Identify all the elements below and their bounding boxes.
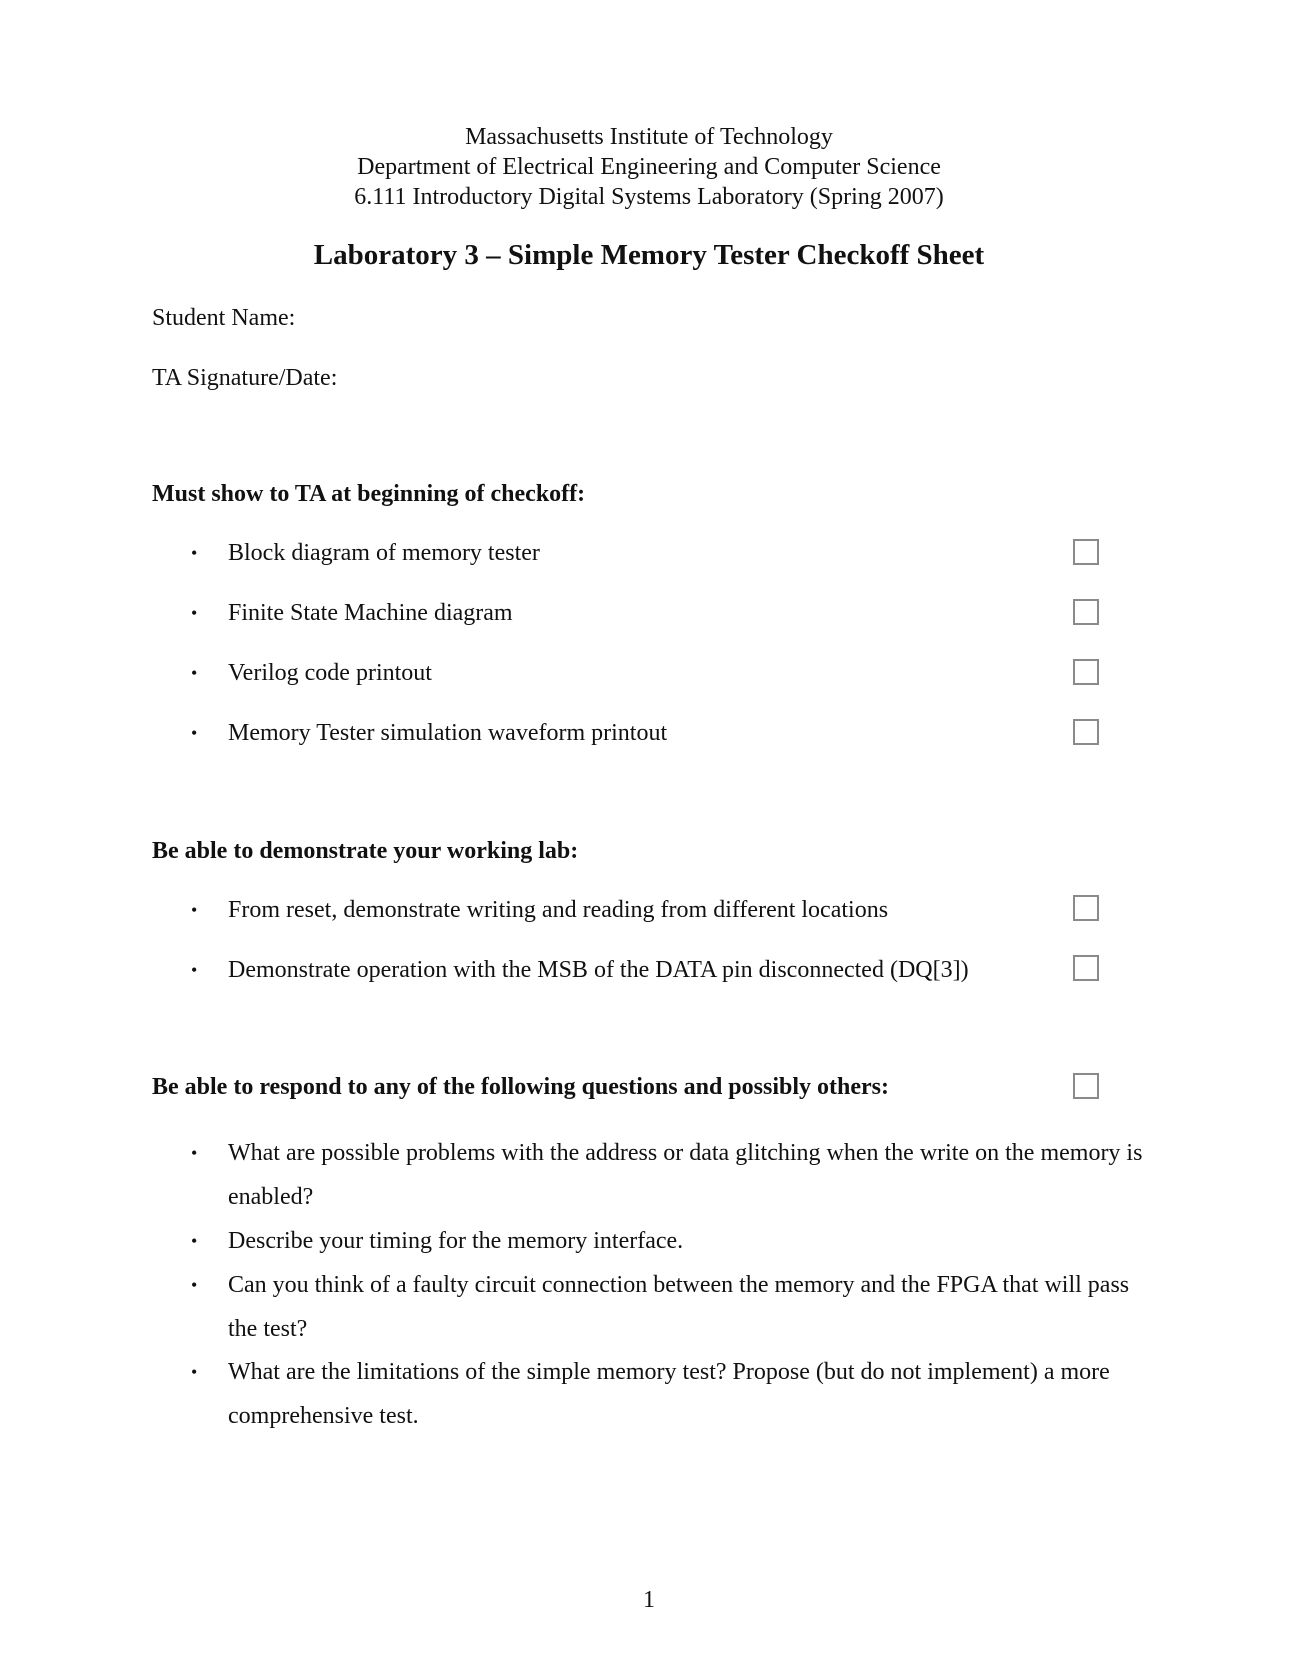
ta-signature-label: TA Signature/Date: (152, 365, 338, 391)
document-header (0, 122, 1298, 212)
page-title: Laboratory 3 – Simple Memory Tester Checkoff Sheet (313, 239, 985, 271)
question-item: Describe your timing for the memory interface. (228, 1228, 684, 1254)
questions-heading: Be able to respond to any of the following questions and possibly others: (152, 1074, 889, 1100)
question-item: What are the limitations of the simple memory test? Propose (but do not implement) a more comprehensive test. (228, 1359, 1110, 1429)
bullet-glyph: • (191, 543, 198, 563)
bullet-glyph: • (191, 1231, 198, 1251)
bullet-glyph: • (191, 900, 198, 920)
checklist-item-label: Verilog code printout (228, 660, 432, 686)
bullet-glyph: • (191, 663, 198, 683)
checklist-item-label: Memory Tester simulation waveform printout (228, 720, 668, 746)
checklist-item-label: Demonstrate operation with the MSB of the DATA pin disconnected (DQ[3]) (228, 957, 969, 983)
institution-name: Massachusetts Institute of Technology (465, 124, 833, 150)
checklist-item-label: From reset, demonstrate writing and reading from different locations (228, 897, 889, 923)
question-item: What are possible problems with the address or data glitching when the write on the memory is enabled? (228, 1140, 1143, 1210)
checklist-item-label: Block diagram of memory tester (228, 540, 540, 566)
question-item: Can you think of a faulty circuit connection between the memory and the FPGA that will pass the test? (228, 1272, 1130, 1342)
bullet-glyph: • (191, 1143, 198, 1163)
course-name: 6.111 Introductory Digital Systems Laboratory (Spring 2007) (354, 184, 944, 210)
bullet-glyph: • (191, 603, 198, 623)
page-number: 1 (643, 1587, 655, 1613)
bullet-glyph: • (191, 1362, 198, 1382)
checkbox-verilog-printout[interactable] (1073, 659, 1099, 685)
demonstrate-heading: Be able to demonstrate your working lab: (152, 838, 579, 864)
student-name-label: Student Name: (152, 305, 296, 331)
bullet-glyph: • (191, 1275, 198, 1295)
checkbox-waveform-printout[interactable] (1073, 719, 1099, 745)
checkbox-block-diagram[interactable] (1073, 539, 1099, 565)
checkbox-fsm-diagram[interactable] (1073, 599, 1099, 625)
must-show-heading: Must show to TA at beginning of checkoff: (152, 481, 586, 507)
department-name: Department of Electrical Engineering and Computer Science (357, 154, 941, 180)
bullet-glyph: • (191, 960, 198, 980)
bullet-glyph: • (191, 723, 198, 743)
checkbox-reset-demo[interactable] (1073, 895, 1099, 921)
checkbox-msb-demo[interactable] (1073, 955, 1099, 981)
checklist-item-label: Finite State Machine diagram (228, 600, 513, 626)
checkbox-questions[interactable] (1073, 1073, 1099, 1099)
